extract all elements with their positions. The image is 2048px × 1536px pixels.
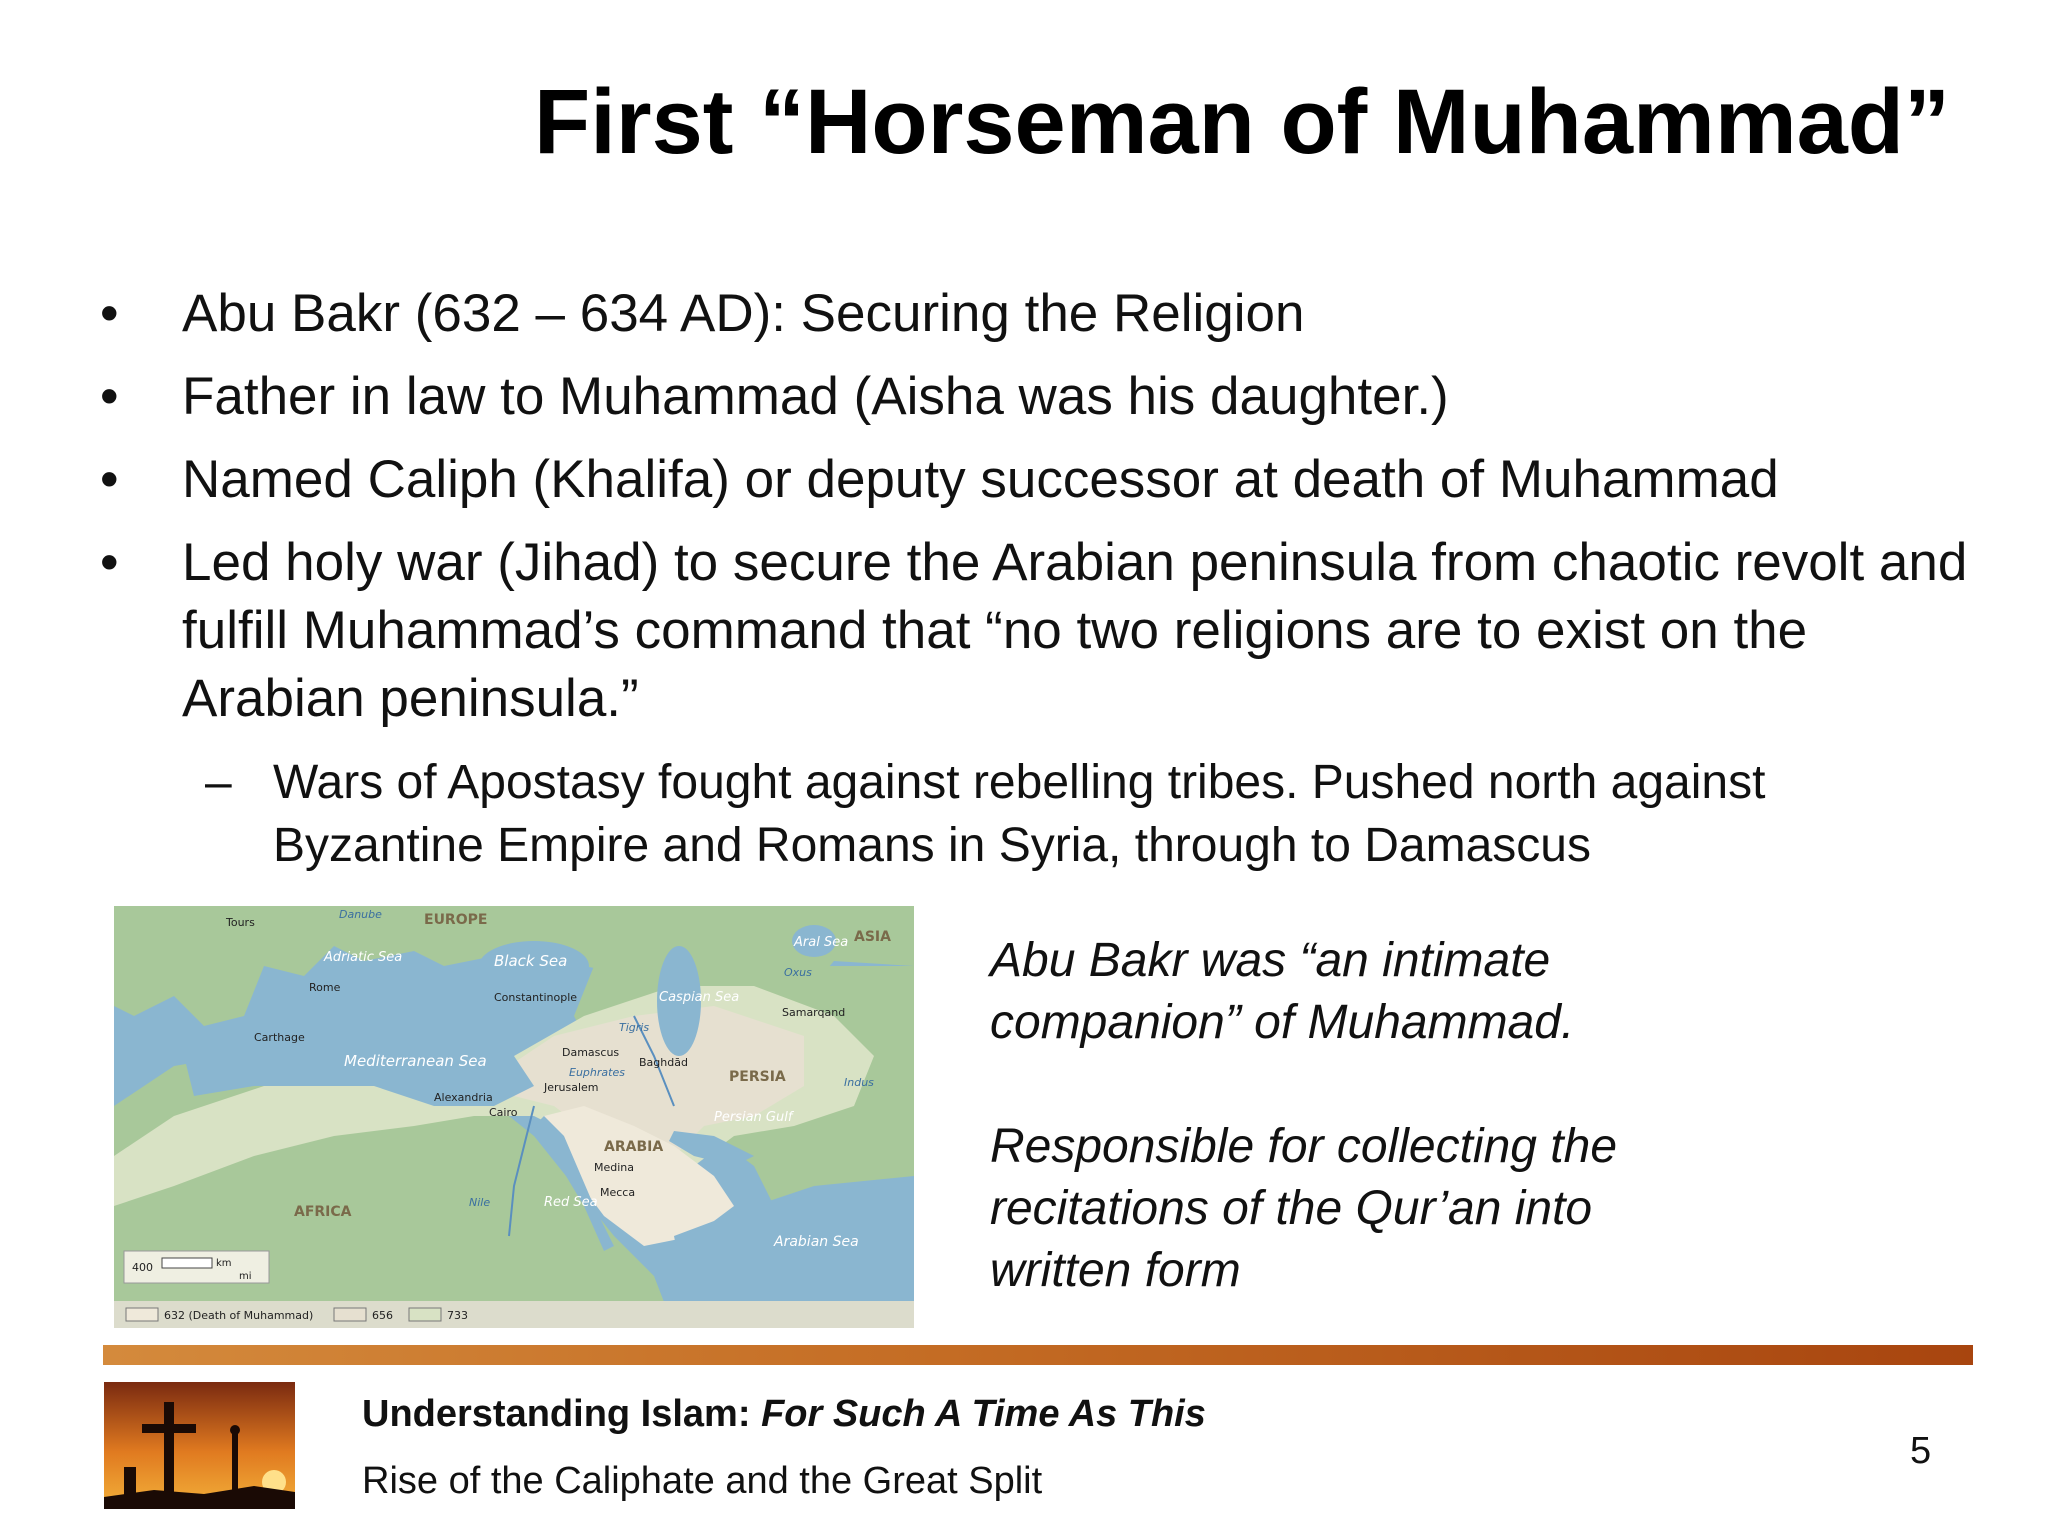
map-label-indus: Indus: [844, 1076, 874, 1089]
bullet-glyph: •: [100, 450, 119, 509]
map-city-samarqand: Samarqand: [782, 1006, 846, 1019]
map-label-arabia: ARABIA: [604, 1139, 664, 1155]
sub-bullet-text: Wars of Apostasy fought against rebelling tribes. Pushed north against Byzantine Empire and Romans in Syria, through to Damascus: [273, 756, 1766, 872]
map-label-asia: ASIA: [854, 929, 891, 945]
map-city-damascus: Damascus: [562, 1046, 620, 1059]
map-city-tours: Tours: [226, 916, 255, 929]
map-city-carthage: Carthage: [254, 1031, 305, 1044]
map-label-persia: PERSIA: [729, 1069, 786, 1085]
map-scale-unit-mi: mi: [239, 1271, 252, 1282]
bullet-text: Led holy war (Jihad) to secure the Arabian peninsula from chaotic revolt and fulfill Muhammad’s command that “no two religions are to exist on the Arabian peninsula.”: [182, 533, 1968, 728]
map-city-medina: Medina: [594, 1161, 635, 1174]
map-legend-733: 733: [447, 1309, 468, 1322]
bullet-item: [100, 280, 1980, 348]
map-label-black-sea: Black Sea: [494, 952, 568, 970]
bullet-item: [100, 446, 1980, 514]
map-city-alexandria: Alexandria: [434, 1091, 493, 1104]
map-label-red-sea: Red Sea: [544, 1195, 598, 1210]
map-city-baghdad: Baghdād: [639, 1056, 688, 1069]
footer-subtitle: Rise of the Caliphate and the Great Split: [362, 1460, 1043, 1502]
map-label-oxus: Oxus: [784, 966, 812, 979]
sub-bullet-glyph: –: [205, 756, 232, 809]
map-label-adriatic-sea: Adriatic Sea: [324, 950, 403, 965]
map-caption: [990, 930, 1710, 1364]
map-label-nile: Nile: [469, 1196, 491, 1209]
map-city-rome: Rome: [309, 981, 341, 994]
map-city-jerusalem: Jerusalem: [544, 1081, 599, 1094]
map-legend-656: 656: [372, 1309, 393, 1322]
map-label-danube: Danube: [339, 908, 382, 921]
map-legend-632: 632 (Death of Muhammad): [164, 1309, 314, 1322]
bullet-list: [100, 280, 1980, 748]
bullet-text: Abu Bakr (632 – 634 AD): Securing the Religion: [182, 284, 1305, 343]
cross-sunset-logo: [104, 1382, 295, 1509]
map-label-africa: AFRICA: [294, 1204, 352, 1220]
map-label-europe: EUROPE: [424, 912, 488, 928]
map-label-arabian-sea: Arabian Sea: [774, 1234, 859, 1250]
slide-title: First “Horseman of Muhammad”: [534, 71, 1950, 173]
bullet-item: [100, 529, 1980, 733]
map-label-persian-gulf: Persian Gulf: [714, 1110, 793, 1125]
caliphate-map: [114, 906, 914, 1328]
map-scale-value: 400: [132, 1261, 153, 1274]
map-label-euphrates: Euphrates: [569, 1066, 625, 1079]
footer-title-italic: For Such A Time As This: [761, 1393, 1206, 1435]
bullet-text: Father in law to Muhammad (Aisha was his daughter.): [182, 367, 1449, 426]
map-scale-unit-km: km: [216, 1258, 232, 1269]
bullet-item: [100, 363, 1980, 431]
map-legend-swatch-656: [334, 1308, 366, 1321]
map-label-caspian-sea: Caspian Sea: [659, 990, 740, 1005]
footer-title: [362, 1393, 1206, 1436]
footer-title-bold: Understanding Islam:: [362, 1393, 762, 1435]
map-city-cairo: Cairo: [489, 1106, 518, 1119]
map-scale-bar: [162, 1258, 212, 1268]
map-label-aral-sea: Aral Sea: [794, 935, 849, 950]
map-label-tigris: Tigris: [619, 1021, 650, 1034]
map-city-constantinople: Constantinople: [494, 991, 578, 1004]
map-label-mediterranean-sea: Mediterranean Sea: [344, 1052, 487, 1070]
map-city-mecca: Mecca: [600, 1186, 636, 1199]
sub-bullet: [205, 751, 1973, 877]
page-number: 5: [1910, 1430, 1932, 1472]
footer-divider: [103, 1345, 1973, 1365]
map-legend-swatch-733: [409, 1308, 441, 1321]
bullet-text: Named Caliph (Khalifa) or deputy successor at death of Muhammad: [182, 450, 1779, 509]
caption-quran: Responsible for collecting the recitations of the Qur’an into written form: [990, 1120, 1618, 1297]
caption-companion: Abu Bakr was “an intimate companion” of Muhammad.: [990, 934, 1575, 1049]
bullet-glyph: •: [100, 284, 119, 343]
map-legend-swatch-632: [126, 1308, 158, 1321]
bullet-glyph: •: [100, 367, 119, 426]
bullet-glyph: •: [100, 533, 119, 592]
